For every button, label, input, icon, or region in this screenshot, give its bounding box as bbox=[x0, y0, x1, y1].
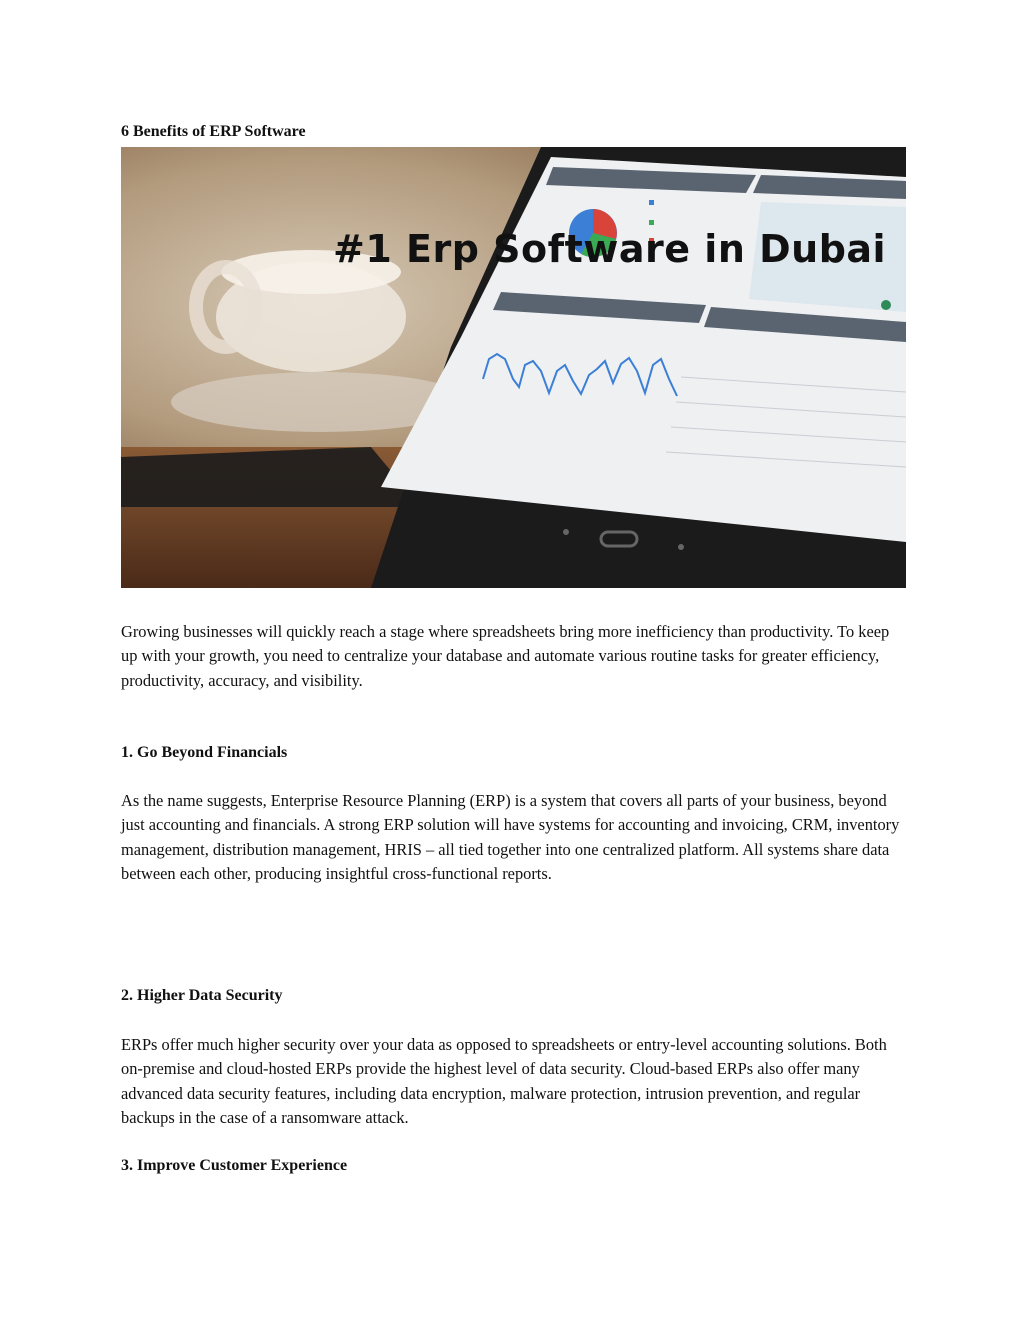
tablet-illustration bbox=[121, 147, 906, 588]
section-1-heading: 1. Go Beyond Financials bbox=[121, 744, 288, 761]
page-title: 6 Benefits of ERP Software bbox=[121, 123, 306, 140]
section-2-heading: 2. Higher Data Security bbox=[121, 987, 283, 1004]
hero-image bbox=[121, 147, 906, 588]
section-2-body: ERPs offer much higher security over your data as opposed to spreadsheets or entry-level accounting solutions. Both on-premise and cloud-hosted ERPs provide the highest level of data security. Cloud-based ERPs also offer many advanced data security features, including data encryption, malware protection, intrusion prevention, and regular backups in the case of a ransomware attack. bbox=[121, 1035, 887, 1128]
section-3-heading: 3. Improve Customer Experience bbox=[121, 1157, 348, 1174]
intro-paragraph: Growing businesses will quickly reach a stage where spreadsheets bring more inefficiency than productivity. To keep up with your growth, you need to centralize your database and automate various routine tasks for greater efficiency, productivity, accuracy, and visibility. bbox=[121, 622, 890, 690]
hero-banner-text: #1 Erp Software in Dubai bbox=[333, 227, 887, 271]
section-1-body: As the name suggests, Enterprise Resource Planning (ERP) is a system that covers all parts of your business, beyond just accounting and financials. A strong ERP solution will have systems for accounting and invoicing, CRM, inventory management, distribution management, HRIS – all tied together into one centralized platform. All systems share data between each other, producing insightful cross-functional reports. bbox=[121, 791, 900, 884]
